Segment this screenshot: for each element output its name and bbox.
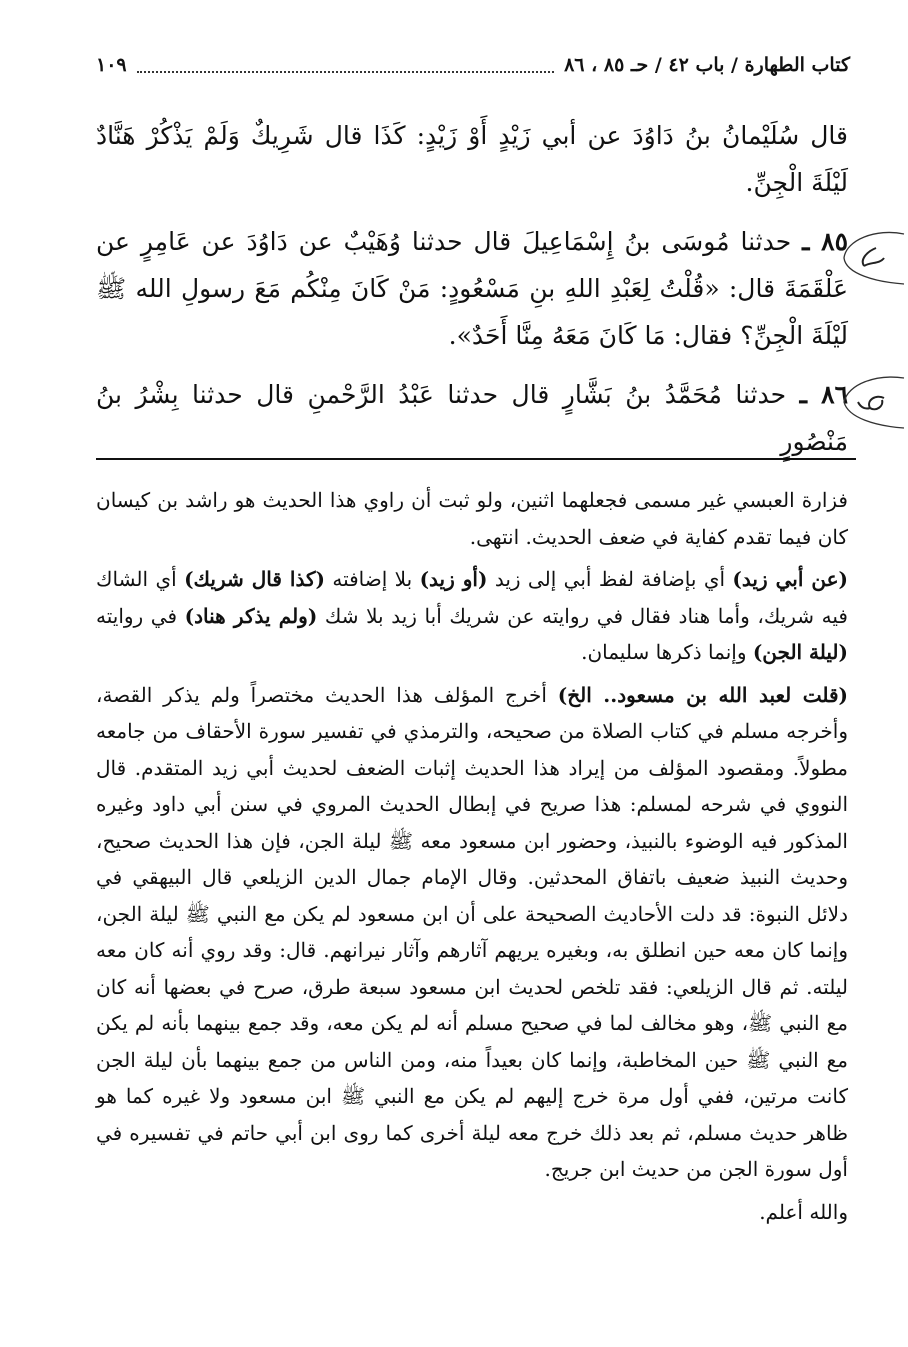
quoted-term: (أو زيد) [419,567,488,591]
quoted-term: (قلت لعبد الله بن مسعود.. الخ) [557,682,848,707]
hadith-85 [96,218,848,359]
commentary-text: أي بإضافة لفظ أبي إلى زيد [487,567,733,591]
hadith-body: حدثنا مُوسَى بنُ إِسْمَاعِيلَ قال حدثنا وُهَيْبٌ عن دَاوُدَ عن عَامِرٍ عن عَلْقَمَةَ قال: «قُلْتُ لِعَبْدِ اللهِ بنِ مَسْعُودٍ: مَنْ كَانَ مِنْكُم مَعَ رسولِ الله ﷺ لَيْلَةَ الْجِنِّ؟ فقال: مَا كَانَ مَعَهُ مِنَّا أَحَدٌ». [96,227,848,350]
quoted-term: (عن أبي زيد) [732,567,849,591]
commentary-paragraph [96,677,848,1188]
commentary-paragraph [96,561,848,671]
quoted-term: (ولم يذكر هناد) [184,603,318,628]
commentary-text: وإنما ذكرها سليمان. [581,640,753,664]
commentary-text: أخرج المؤلف هذا الحديث مختصراً ولم يذكر القصة، وأخرجه مسلم في كتاب الصلاة من صحيحه، والترمذي في تفسير سورة الأحقاف من جامعه مطولاً. ومقصود المؤلف من إيراد هذا الحديث إثبات الضعف لحديث أبي زيد المتقدم. قال النووي في شرحه لمسلم: هذا صريح في إبطال الحديث المروي في سنن أبي داود وغيره المذكور فيه الوضوء بالنبيذ، وحضور ابن مسعود معه ﷺ ليلة الجن، فإن هذا الحديث صحيح، وحديث النبيذ ضعيف باتفاق المحدثين. وقال الإمام جمال الدين الزيلعي قال البيهقي في دلائل النبوة: قد دلت الأحاديث الصحيحة على أن ابن مسعود لم يكن مع النبي ﷺ ليلة الجن، وإنما كان معه حين انطلق به، وبغيره يريهم آثارهم وآثار نيرانهم. قال: وقد روي أنه كان معه ليلته. ثم قال الزيلعي: فقد تلخص لحديث ابن مسعود سبعة طرق، صرح في بعضها أنه كان مع النبي ﷺ، وهو مخالف لما في صحيح مسلم أنه لم يكن معه، وقد جمع بينهما بأنه لم يكن مع النبي ﷺ حين المخاطبة، وإنما كان بعيداً منه، ومن الناس من جمع بينهما بأن ليلة الجن كانت مرتين، ففي أول مرة خرج إليهم لم يكن مع النبي ﷺ ابن مسعود ولا غيره كما هو ظاهر حديث مسلم، ثم بعد ذلك خرج معه ليلة أخرى كما روى ابن أبي حاتم في تفسيره في أول سورة الجن من حديث ابن جريج. [96,682,848,1181]
commentary-text: أي الشاك فيه شريك، وأما هناد فقال في روايته عن شريك أبا زيد بلا شك [96,567,848,628]
hadith-number: ٨٥ ـ [802,227,849,256]
commentary-text: بلا إضافته [324,567,420,591]
handwritten-margin-mark [836,226,906,286]
main-paragraph: قال سُلَيْمانُ بنُ دَاوُدَ عن أبي زَيْدٍ أَوْ زَيْدٍ: كَذَا قال شَرِيكٌ وَلَمْ يَذْكُرْ هَنَّادٌ لَيْلَةَ الْجِنِّ. [96,121,848,197]
commentary-text: في روايته [96,603,185,628]
handwritten-margin-mark [836,372,906,432]
footnote-divider [96,458,856,460]
hadith-text [96,112,848,477]
quoted-term: (ليلة الجن) [752,640,848,664]
commentary-paragraph: فزارة العبسي غير مسمى فجعلهما اثنين، ولو ثبت أن راوي هذا الحديث هو راشد بن كيسان كان فيما تقدم كفاية في ضعف الحديث. انتهى. [96,488,848,549]
pen-mark-icon [836,372,906,432]
hadith-number: ٨٦ ـ [799,380,849,409]
commentary [96,482,848,1236]
page-number: ١٠٩ [96,54,127,76]
running-head-title: كتاب الطهارة / باب ٤٢ / حـ ٨٥ ، ٨٦ [564,54,850,76]
running-head [96,48,850,82]
closing-line: والله أعلم. [759,1199,848,1224]
hadith-body: حدثنا مُحَمَّدُ بنُ بَشَّارٍ قال حدثنا عَبْدُ الرَّحْمنِ قال حدثنا بِشْرُ بنُ مَنْصُورٍ [96,380,848,456]
quoted-term: (كذا قال شريك) [184,567,325,591]
hadith-86 [96,371,848,465]
leader-dots [137,70,554,73]
pen-mark-icon [836,226,906,286]
